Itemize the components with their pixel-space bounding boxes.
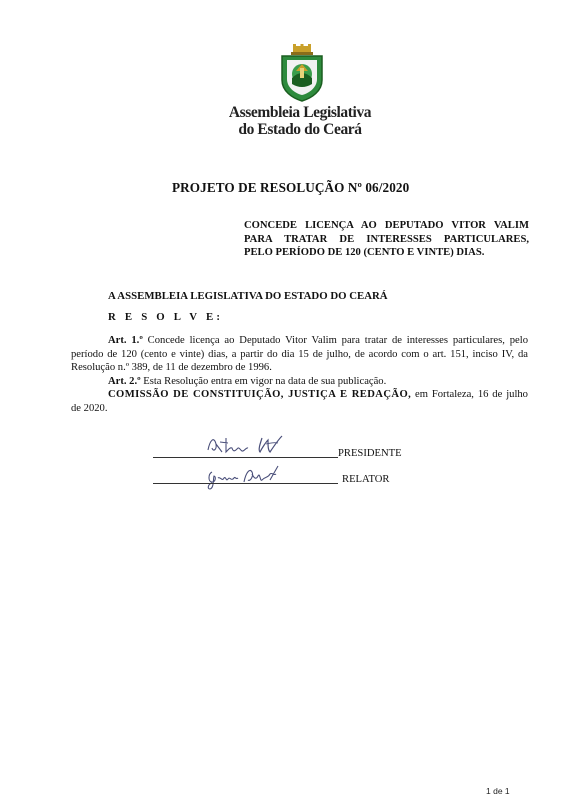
article-1-label: Art. 1.º	[108, 335, 143, 346]
committee-name: COMISSÃO DE CONSTITUIÇÃO, JUSTIÇA E REDAÇÃO,	[108, 389, 412, 400]
rapporteur-signature-line	[153, 483, 338, 484]
ementa-line-1: CONCEDE LICENÇA AO DEPUTADO VITOR VALIM	[244, 220, 529, 231]
president-signature-line	[153, 457, 338, 458]
institution-name-line1: Assembleia Legislativa	[228, 104, 372, 121]
committee-paragraph	[71, 388, 528, 415]
document-title: PROJETO DE RESOLUÇÃO Nº 06/2020	[172, 180, 410, 195]
president-signature	[204, 430, 299, 458]
article-2-label: Art. 2.º	[108, 376, 141, 387]
resolve-heading: R E S O L V E:	[108, 311, 224, 323]
place-date: em Fortaleza, 16 de julho de 2020.	[71, 389, 528, 414]
ementa	[244, 219, 529, 260]
institution-name-line2: do Estado do Ceará	[238, 121, 362, 138]
article-1-text: Concede licença ao Deputado Vitor Valim para tratar de interesses particulares, pelo período de 120 (cento e vinte) dias, a partir do dia 15 de julho, de acordo com o art. 151, inciso IV, da Resolução n.º 389, de 11 de dezembro de 1996.	[71, 335, 528, 374]
president-label: PRESIDENTE	[338, 448, 402, 459]
assembly-heading: A ASSEMBLEIA LEGISLATIVA DO ESTADO DO CEARÁ	[108, 290, 388, 302]
ementa-line-2: PARA TRATAR DE INTERESSES PARTICULARES,	[244, 233, 529, 245]
rapporteur-label: RELATOR	[342, 474, 390, 485]
article-2	[71, 375, 528, 389]
rapporteur-signature	[204, 462, 290, 490]
ceara-coat-of-arms-icon	[276, 44, 328, 102]
ementa-line-3: PELO PERÍODO DE 120 (CENTO E VINTE) DIAS.	[244, 247, 485, 258]
article-2-text: Esta Resolução entra em vigor na data de sua publicação.	[140, 376, 387, 387]
page-indicator: 1 de 1	[486, 786, 510, 796]
article-1	[71, 334, 528, 375]
